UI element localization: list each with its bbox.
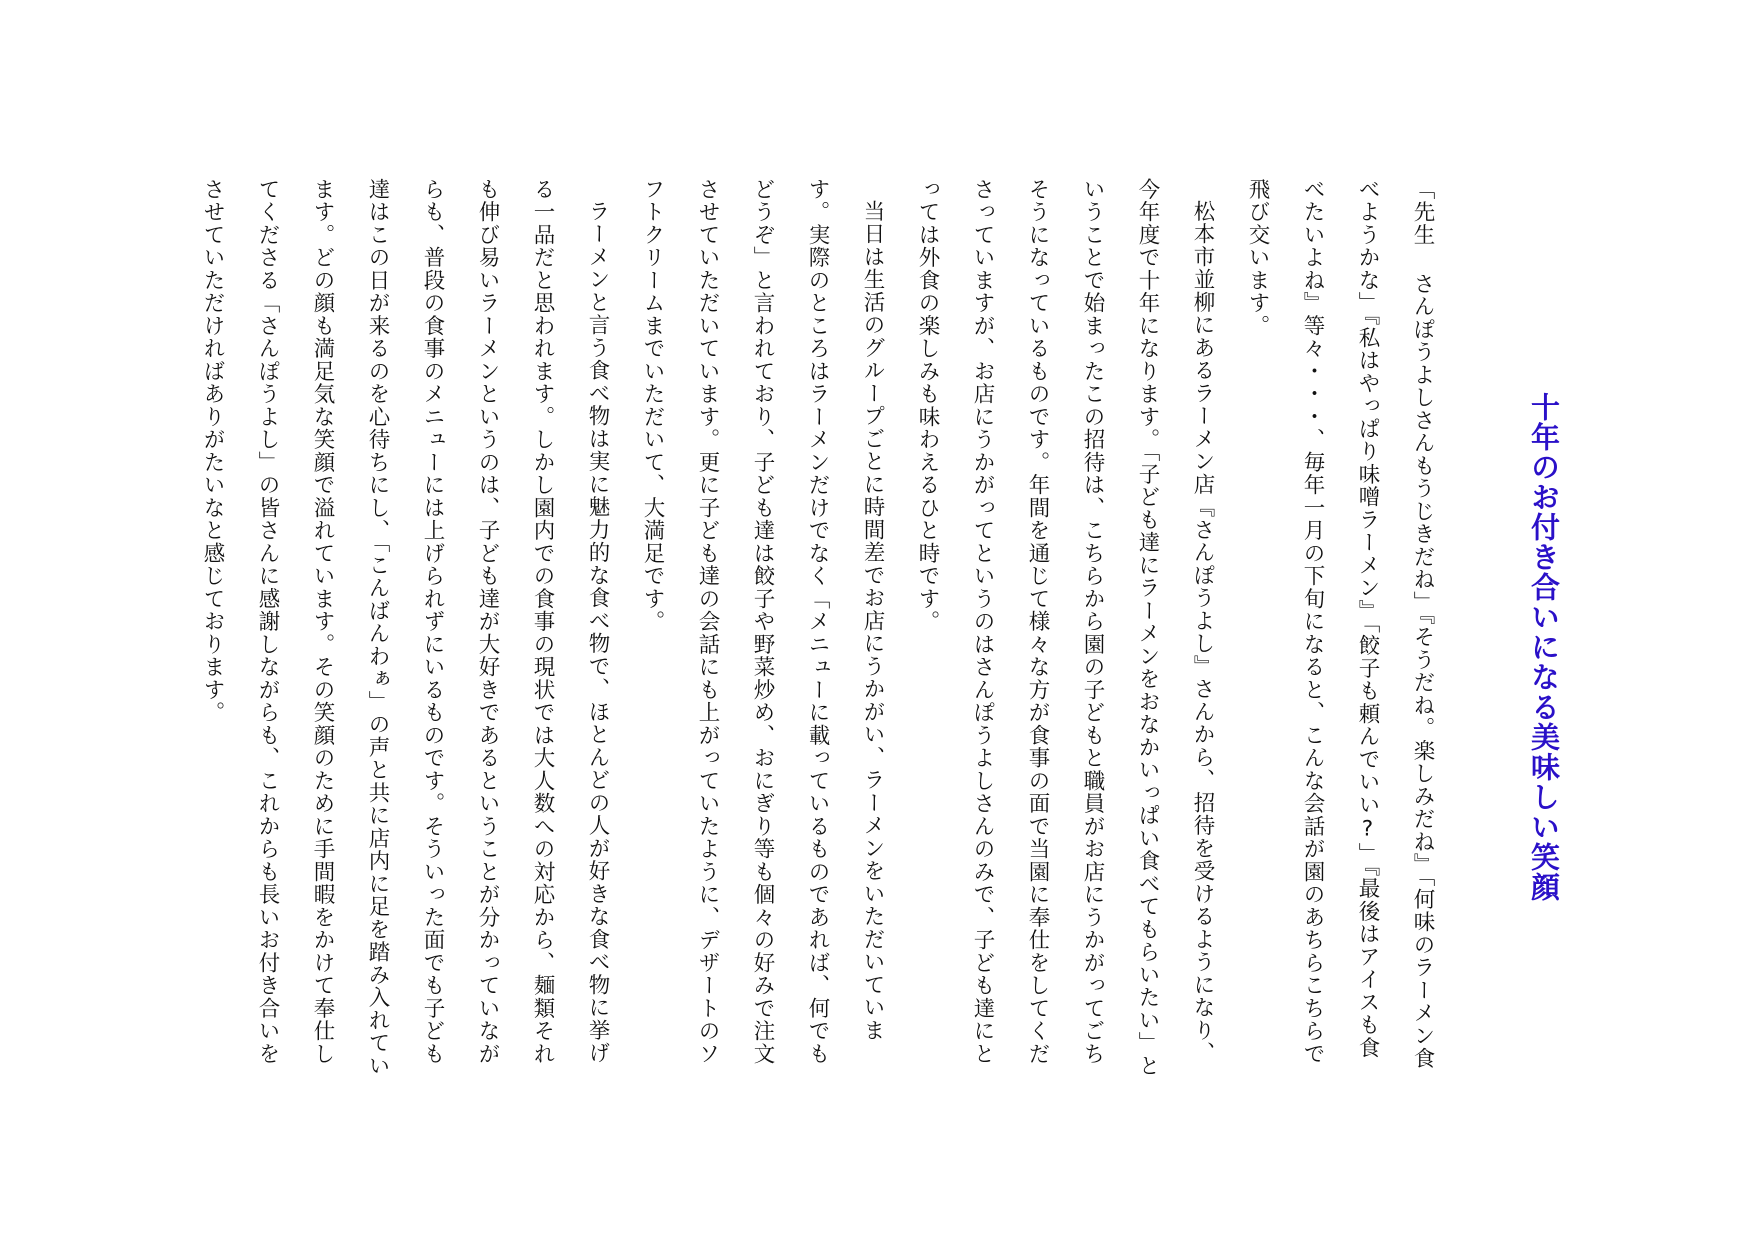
paragraph-3: 当日は生活のグループごとに時間差でお店にうかがい、ラーメンをいただいています。実際のところはラーメンだけでなく「メニューに載っているものであれば、何でもどうぞ」と言われており、子ども達は餃子や野菜炒め、おにぎり等も個々の好みで注文させていただいています。更に子ども達の会話にも上がっていたように、デザートのソフトクリームまでいただいて、大満足です。	[640, 178, 885, 1066]
document-body	[185, 178, 1450, 1078]
paragraph-1: 「先生 さんぽうよしさんもうじきだね」『そうだね。楽しみだね』「何味のラーメン食べようかな」『私はやっぱり味噌ラーメン』「餃子も頼んでいい?」『最後はアイスも食べたいよね』等々・・・、毎年一月の下旬になると、こんな会話が園のあちらこちらで飛び交います。	[1245, 178, 1435, 1070]
paragraph-4: ラーメンと言う食べ物は実に魅力的な食べ物で、ほとんどの人が好きな食べ物に挙げる一品だと思われます。しかし園内での食事の現状では大人数への対応から、麺類それも伸び易いラーメンというのは、子ども達が大好きであるということが分かっていながらも、普段の食事のメニューには上げられずにいるものです。そういった面でも子ども達はこの日が来るのを心待ちにし、「こんばんわぁ」の声と共に店内に足を踏み入れています。どの顔も満足気な笑顔で溢れています。その笑顔のために手間暇をかけて奉仕してくださる「さんぽうよし」の皆さんに感謝しながらも、これからも長いお付き合いをさせていただければありがたいなと感じております。	[200, 178, 610, 1078]
paragraph-2: 松本市並柳にあるラーメン店『さんぽうよし』さんから、招待を受けるようになり、今年度で十年になります。「子ども達にラーメンをおなかいっぱい食べてもらいたい」ということで始まったこの招待は、こちらから園の子どもと職員がお店にうかがってごちそうになっているものです。年間を通じて様々な方が食事の面で当園に奉仕をしてくださっていますが、お店にうかがってというのはさんぽうよしさんのみで、子ども達にとっては外食の楽しみも味わえるひと時です。	[915, 178, 1215, 1078]
document-title: 十年のお付き合いになる美味しい笑顔	[1527, 392, 1561, 902]
